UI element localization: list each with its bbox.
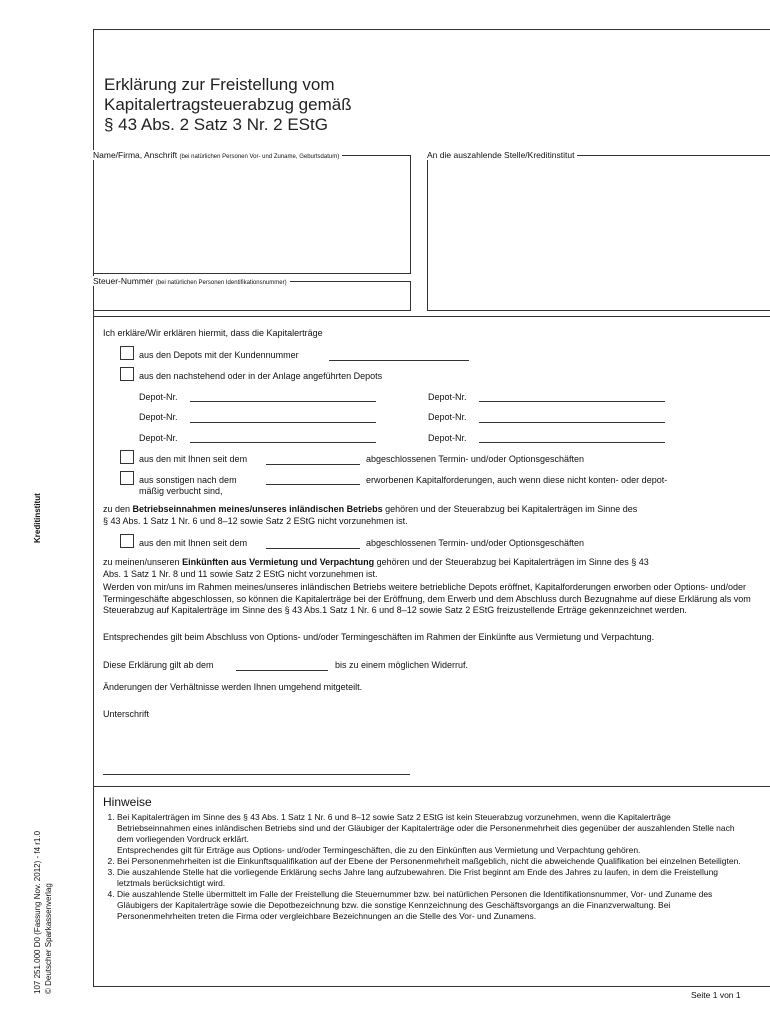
depot-input[interactable] (190, 442, 376, 443)
depot-label: Depot-Nr. (139, 433, 178, 443)
kreditinstitut-margin-label: Kreditinstitut (33, 493, 42, 543)
form-title: Erklärung zur Freistellung vom Kapitalertragsteuerabzug gemäß § 43 Abs. 2 Satz 3 Nr. 2 EStG (104, 75, 352, 134)
depot-label: Depot-Nr. (139, 412, 178, 422)
publisher: © Deutscher Sparkassenverlag (44, 883, 53, 994)
depot-label: Depot-Nr. (428, 433, 467, 443)
business-income-text: zu den Betriebseinnahmen meines/unseres inländischen Betriebs gehören und der Steuerabzug bei Kapitalerträgen im Sinne des § 43 Abs. 1 Satz 1 Nr. 6 und 8–12 sowie Satz 2 EStG nicht vorzunehmen ist. (103, 504, 638, 526)
institute-label: An die auszahlende Stelle/Kreditinstitut (427, 150, 577, 160)
checkbox-listed-depots[interactable] (120, 367, 134, 381)
depot-label: Depot-Nr. (139, 392, 178, 402)
option-other-claims-text-cont: mäßig verbucht sind, (139, 486, 223, 496)
further-depots-text: Werden von mir/uns im Rahmen meines/unseres inländischen Betriebs weitere betriebliche Depots eröffnet, Kapitalforderungen erworben oder Options- und/oder Termingeschäfte abgeschlossen, so können die Kapitalerträge bei der Eröffnung, dem Erwerb und dem Abschluss durch Bezugnahme auf diese Erklärung als vom Steuerabzug auf Kapitalerträge im Sinne des § 43 Abs.1 Satz 1 Nr. 6 und 8–12 sowie Satz 2 EStG freizustellende Erträge gekennzeichnet werden. (103, 582, 751, 615)
notes-divider (93, 786, 770, 787)
tax-number-label: Steuer-Nummer (bei natürlichen Personen Identifikationsnummer) (93, 276, 290, 286)
option-customer-number: aus den Depots mit der Kundennummer (139, 350, 299, 360)
other-claims-date-input[interactable] (266, 484, 360, 485)
signature-label: Unterschrift (103, 709, 150, 719)
option-termin-since: aus den mit Ihnen seit dem (139, 454, 248, 464)
corresponding-text: Entsprechendes gilt beim Abschluss von Options- und/oder Termingeschäften im Rahmen der Einkünfte aus Vermietung und Verpachtung. (103, 632, 655, 642)
termin-since-date-input[interactable] (266, 464, 360, 465)
customer-number-input[interactable] (329, 360, 469, 361)
checkbox-termin-since[interactable] (120, 450, 134, 464)
depot-input[interactable] (190, 422, 376, 423)
option-termin-text: abgeschlossenen Termin- und/oder Optionsgeschäften (366, 454, 584, 464)
note-item: 2. Bei Personenmehrheiten ist die Einkunftsqualifikation auf der Ebene der Personenmehrheit maßgeblich, nicht die abweichende Qualifikation bei einzelnen Beteiligten. (117, 856, 743, 867)
section-divider (93, 316, 770, 317)
rental-termin-date-input[interactable] (266, 548, 360, 549)
checkbox-other-claims[interactable] (120, 471, 134, 485)
name-address-field[interactable] (93, 155, 411, 274)
depot-label: Depot-Nr. (428, 392, 467, 402)
form-number: 107 251.000 D0 (Fassung Nov. 2012) - f4 r1.0 (33, 830, 42, 994)
depot-input[interactable] (479, 442, 665, 443)
depot-input[interactable] (190, 401, 376, 402)
depot-input[interactable] (479, 401, 665, 402)
rental-income-text: zu meinen/unseren Einkünften aus Vermietung und Verpachtung gehören und der Steuerabzug bei Kapitalerträgen im Sinne des § 43 Abs. 1 Satz 1 Nr. 8 und 11 sowie Satz 2 EStG nicht vorzunehmen ist. (103, 557, 649, 579)
depot-input[interactable] (479, 422, 665, 423)
checkbox-customer-number[interactable] (120, 346, 134, 360)
declaration-intro: Ich erkläre/Wir erklären hiermit, dass die Kapitalerträge (103, 328, 323, 338)
signature-line[interactable] (103, 774, 410, 775)
option-listed-depots: aus den nachstehend oder in der Anlage angeführten Depots (139, 371, 383, 381)
changes-text: Änderungen der Verhältnisse werden Ihnen umgehend mitgeteilt. (103, 682, 363, 692)
valid-until-text: bis zu einem möglichen Widerruf. (335, 660, 469, 670)
checkbox-rental-termin[interactable] (120, 534, 134, 548)
option-rental-termin-text: abgeschlossenen Termin- und/oder Optionsgeschäften (366, 538, 584, 548)
valid-from-date-input[interactable] (236, 670, 328, 671)
note-item: 3. Die auszahlende Stelle hat die vorliegende Erklärung sechs Jahre lang aufzubewahren. Die Frist beginnt am Ende des Jahres zu laufen, in dem die Freistellung letztmals berücksichtigt wird. (117, 867, 743, 889)
depot-label: Depot-Nr. (428, 412, 467, 422)
option-rental-termin: aus den mit Ihnen seit dem (139, 538, 248, 548)
name-address-label: Name/Firma, Anschrift (bei natürlichen Personen Vor- und Zuname, Geburtsdatum) (93, 150, 342, 160)
note-item: 4. Die auszahlende Stelle übermittelt im Falle der Freistellung die Steuernummer bzw. bei natürlichen Personen die Identifikationsnummer, Vor- und Zuname des Gläubigers der Kapitalerträge sowie die Depotbezeichnung bzw. die sonstige Kennzeichnung des Geschäftsvorgangs an die Finanzverwaltung. Bei Personenmehrheiten treten die Firma oder vergleichbare Bezeichnungen an die Stelle des Vor- und Zunamens. (117, 889, 743, 922)
page-number: Seite 1 von 1 (691, 990, 741, 1000)
option-other-claims-text: erworbenen Kapitalforderungen, auch wenn diese nicht konten- oder depot- (366, 475, 668, 485)
valid-from-label: Diese Erklärung gilt ab dem (103, 660, 214, 670)
notes-heading: Hinweise (103, 795, 152, 809)
note-item: 1. Bei Kapitalerträgen im Sinne des § 43 Abs. 1 Satz 1 Nr. 6 und 8–12 sowie Satz 2 EStG ist kein Steuerabzug vorzunehmen, wenn die Kapitalerträge Betriebseinnahmen eines inländischen Betriebs sind und der Gläubiger der Kapitalerträge oder die Personenmehrheit dies gegenüber der auszahlenden Stelle nach dem vorliegenden Vordruck erklärt. Entsprechendes gilt für Erträge aus Options- und/oder Termingeschäften, die zu den Einkünften aus Vermietung und Verpachtung gehören. (117, 812, 743, 856)
option-other-claims: aus sonstigen nach dem (139, 475, 237, 485)
institute-field[interactable] (427, 155, 770, 311)
notes-list (103, 812, 743, 922)
